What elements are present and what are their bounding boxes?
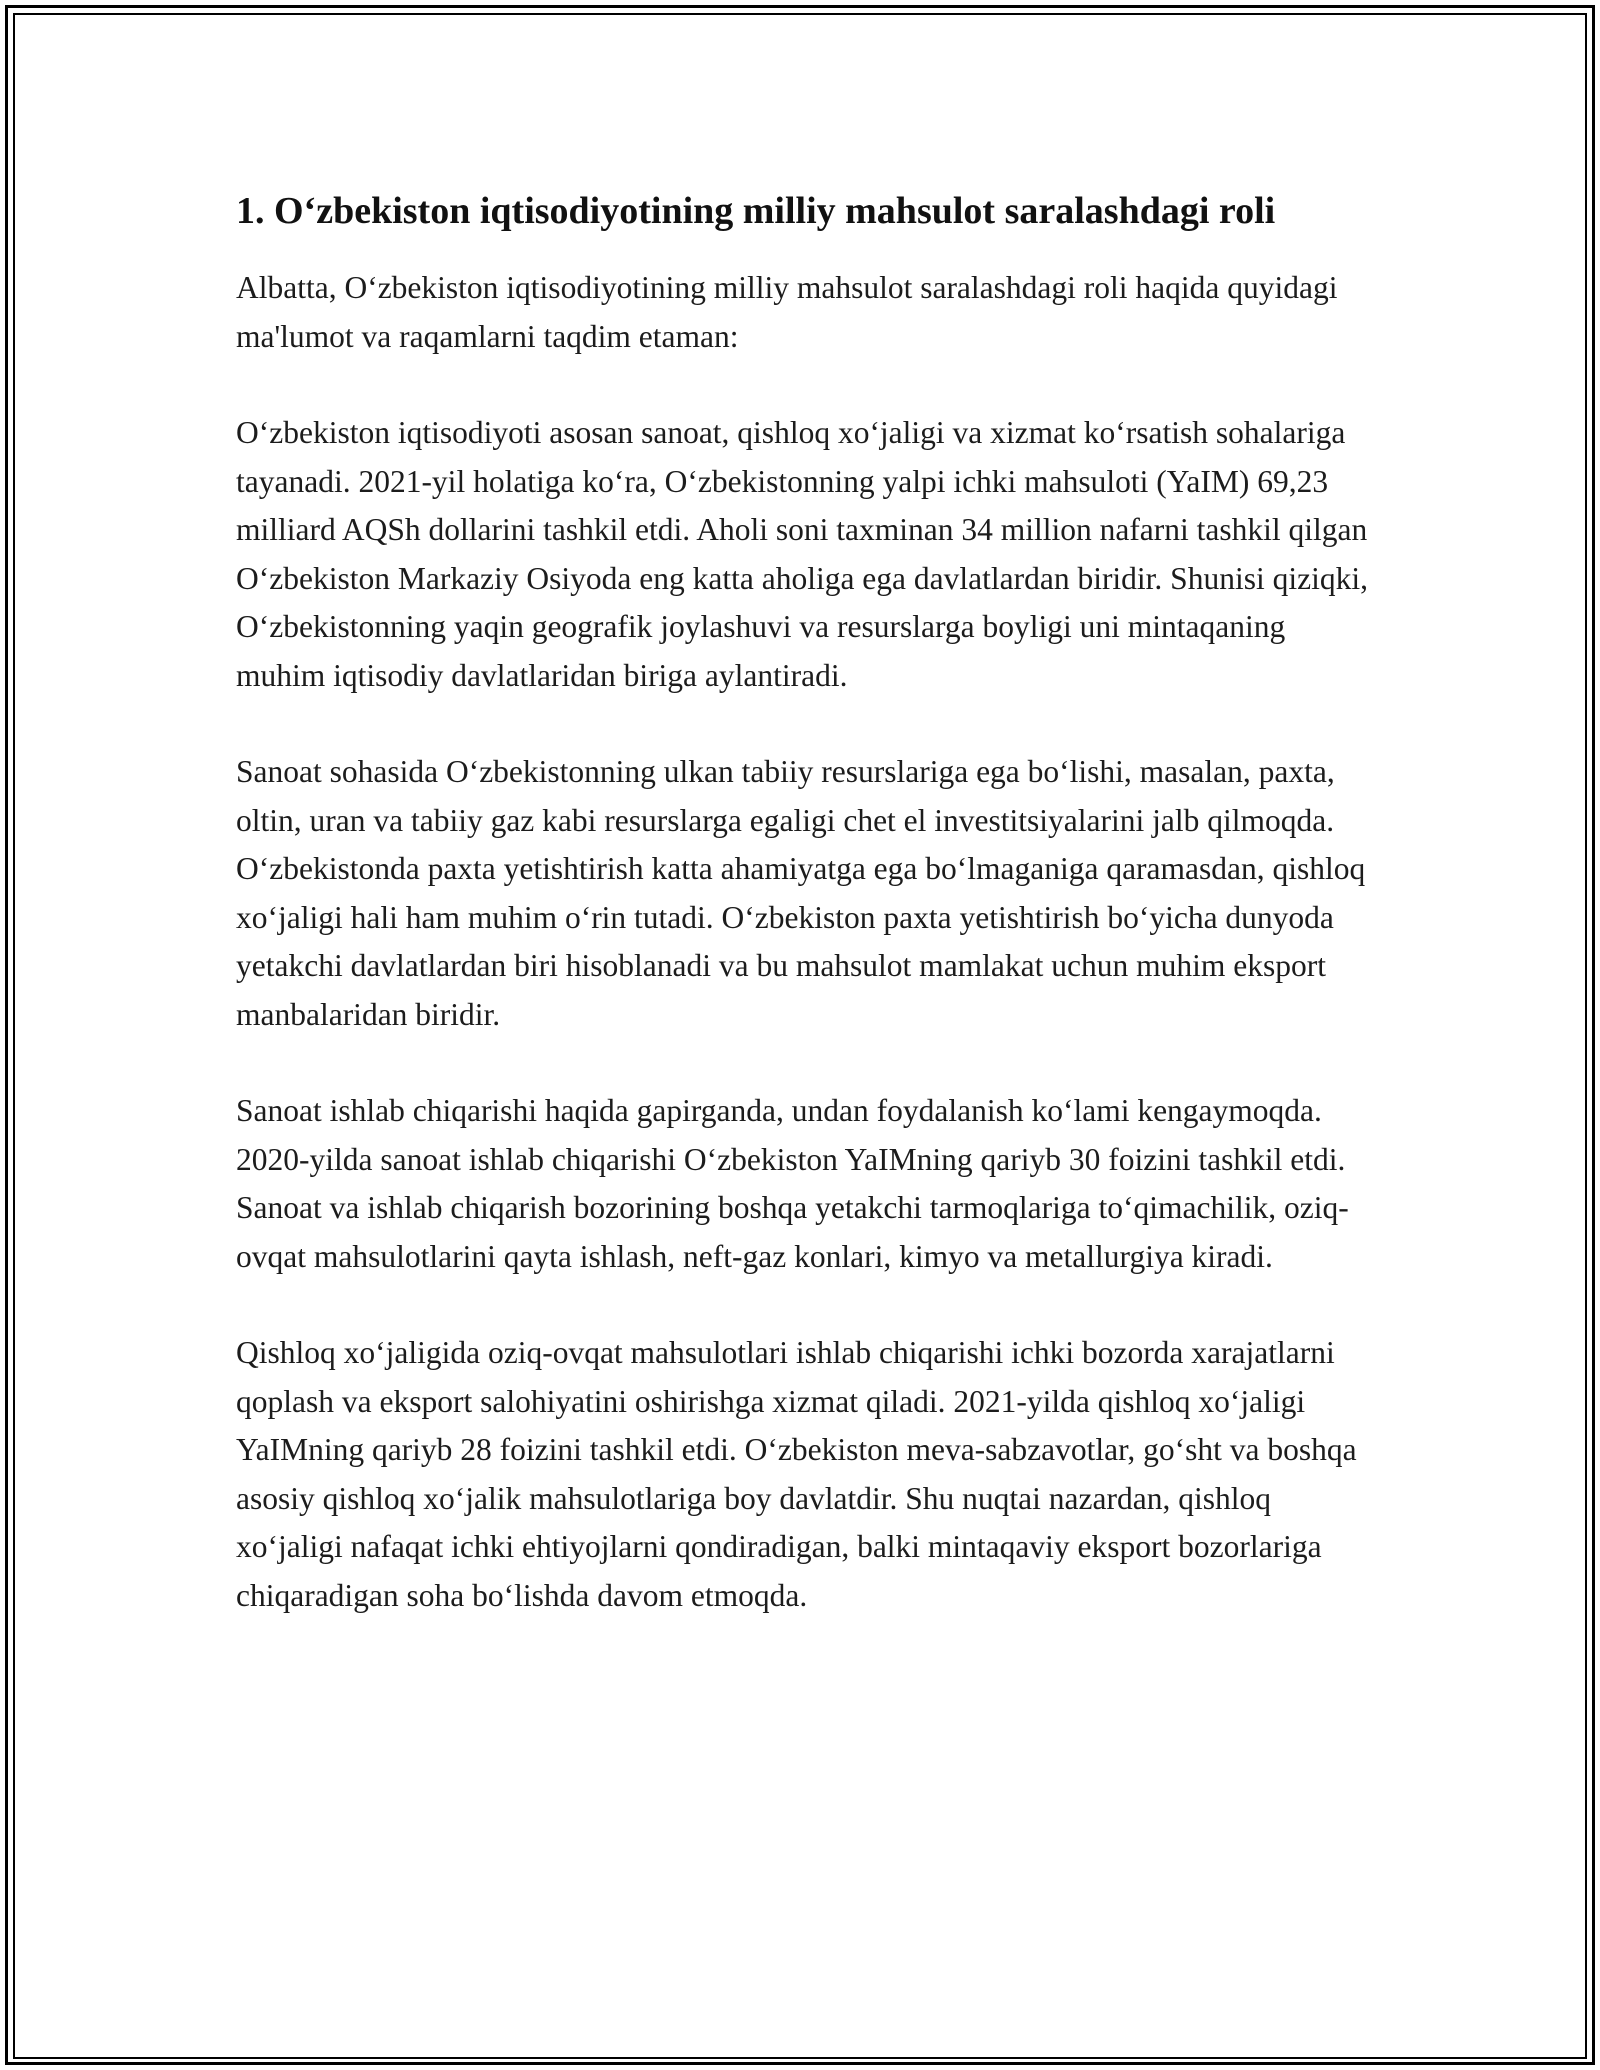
document-body (236, 184, 1376, 1668)
paragraph-economy-overview: O‘zbekiston iqtisodiyoti asosan sanoat, qishloq xo‘jaligi va xizmat ko‘rsatish sohalariga tayanadi. 2021-yil holatiga ko‘ra, O‘zbekistonning yalpi ichki mahsuloti (YaIM) 69,23 milliard AQSh dollarini tashkil etdi. Aholi soni taxminan 34 million nafarni tashkil qilgan O‘zbekiston Markaziy Osiyoda eng katta aholiga ega davlatlardan biridir. Shunisi qiziqki, O‘zbekistonning yaqin geografik joylashuvi va resurslarga boyligi uni mintaqaning muhim iqtisodiy davlatlaridan biriga aylantiradi. (236, 415, 1368, 693)
paragraph-agriculture: Qishloq xo‘jaligida oziq-ovqat mahsulotlari ishlab chiqarishi ichki bozorda xarajatlarni qoplash va eksport salohiyatini oshirishga xizmat qiladi. 2021-yilda qishloq xo‘jaligi YaIMning qariyb 28 foizini tashkil etdi. O‘zbekiston meva-sabzavotlar, go‘sht va boshqa asosiy qishloq xo‘jalik mahsulotlariga boy davlatdir. Shu nuqtai nazardan, qishloq xo‘jaligi nafaqat ichki ehtiyojlarni qondiradigan, balki mintaqaviy eksport bozorlariga chiqaradigan soha bo‘lishda davom etmoqda. (236, 1335, 1357, 1613)
paragraph-industrial-production: Sanoat ishlab chiqarishi haqida gapirganda, undan foydalanish ko‘lami kengaymoqda. 2020-yilda sanoat ishlab chiqarishi O‘zbekiston YaIMning qariyb 30 foizini tashkil etdi. Sanoat va ishlab chiqarish bozorining boshqa yetakchi tarmoqlariga to‘qimachilik, oziq-ovqat mahsulotlarini qayta ishlash, neft-gaz konlari, kimyo va metallurgiya kiradi. (236, 1093, 1349, 1274)
paragraph-industry-resources: Sanoat sohasida O‘zbekistonning ulkan tabiiy resurslariga ega bo‘lishi, masalan, paxta, oltin, uran va tabiiy gaz kabi resurslarga egaligi chet el investitsiyalarini jalb qilmoqda. O‘zbekistonda paxta yetishtirish katta ahamiyatga ega bo‘lmaganiga qaramasdan, qishloq xo‘jaligi hali ham muhim o‘rin tutadi. O‘zbekiston paxta yetishtirish bo‘yicha dunyoda yetakchi davlatlardan biri hisoblanadi va bu mahsulot mamlakat uchun muhim eksport manbalaridan biridir. (236, 754, 1366, 1032)
section-heading: 1. O‘zbekiston iqtisodiyotining milliy mahsulot saralashdagi roli (236, 190, 1276, 232)
paragraph-intro: Albatta, O‘zbekiston iqtisodiyotining milliy mahsulot saralashdagi roli haqida quyidagi ma'lumot va raqamlarni taqdim etaman: (236, 270, 1338, 354)
